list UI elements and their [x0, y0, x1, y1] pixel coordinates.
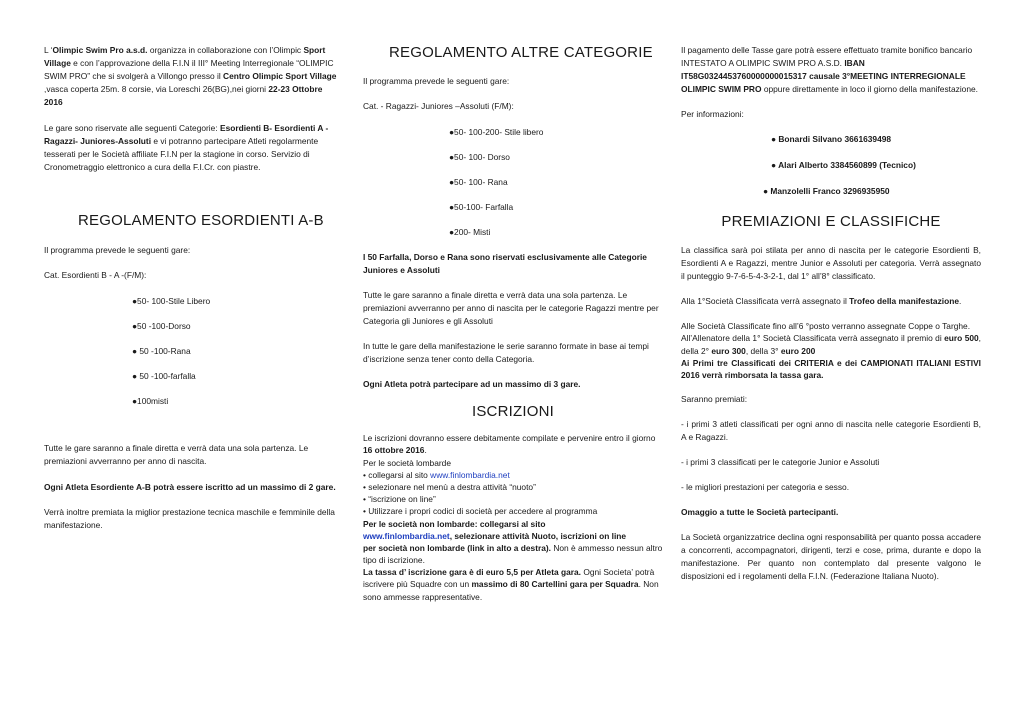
heading-regolamento-altre: REGOLAMENTO ALTRE CATEGORIE [389, 44, 653, 61]
heading-iscrizioni: ISCRIZIONI [471, 403, 554, 421]
event-item: ●50 -100-Dorso [132, 321, 191, 332]
finals-text: Tutte le gare saranno a finale diretta e verrà data una sola partenza. Le premiazioni avverranno per anno di nascita per le categorie Ragazzi mentre per Categoria gli Juniores e gli Assoluti [363, 290, 659, 327]
event-item: ●100misti [132, 396, 169, 407]
award-item: - i primi 3 classificati per le categorie Junior e Assoluti [681, 457, 880, 468]
finals-text: Tutte le gare saranno a finale diretta e verrà data una sola partenza. Le premiazioni avverranno per anno di nascita. [44, 443, 309, 467]
fee-text: La tassa d’ iscrizione gara è di euro 5,5 per Atleta gara. Ogni Societa’ potrà iscrivere più Squadre con un massimo di 80 Cartellini gara per Squadra. Non sono ammesse rappresentative. [363, 567, 659, 602]
events-list [363, 126, 663, 239]
awarded-label: Saranno premiati: [681, 394, 748, 405]
award-text: Verrà inoltre premiata la miglior prestazione tecnica maschile e femminile della manifestazione. [44, 507, 335, 531]
column-esordienti [44, 44, 339, 532]
non-lombard-note: per società non lombarde (link in alto a destra). Non è ammesso nessun altro tipo di iscrizione. [363, 542, 663, 566]
criteria-text: Ai Primi tre Classificati dei CRITERIA e dei CAMPIONATI ITALIANI ESTIVI 2016 verrà rimborsata la tassa gara. [681, 357, 981, 380]
category-label: Cat. Esordienti B - A -(F/M): [44, 270, 147, 281]
step-item: • “iscrizione on line” [363, 494, 436, 505]
award-item: - i primi 3 atleti classificati per ogni anno di nascita nelle categorie Esordienti B, A e Ragazzi. [681, 419, 981, 443]
deadline-text: Le iscrizioni dovranno essere debitamente compilate e pervenire entro il giorno 16 ottobre 2016. [363, 433, 656, 456]
event-item: ●200- Misti [449, 227, 491, 238]
finlombardia-link[interactable]: www.finlombardia.net [363, 530, 450, 541]
program-intro: Il programma prevede le seguenti gare: [363, 76, 510, 86]
tribute-text: Omaggio a tutte le Società partecipanti. [681, 507, 839, 518]
coach-prize-text: All’Allenatore della 1° Società Classificata verrà assegnato il premio di euro 500, della 2° euro 300, della 3° euro 200 [681, 333, 981, 356]
payment-paragraph: Il pagamento delle Tasse gare potrà essere effettuato tramite bonifico bancario INTESTATO A OLIMPIC SWIM PRO A.S.D. IBAN IT58G0324453760000000015317 causale 3°MEETING INTERREGIONALE OLIMPIC SWIM PRO oppure direttamente in loco il giorno della manifestazione. [681, 45, 978, 95]
series-text: In tutte le gare della manifestazione le serie saranno formate in base ai tempi d’iscrizione senza tener conto della Categoria. [363, 341, 649, 365]
lombard-label: Per le società lombarde [363, 457, 451, 468]
events-list [44, 295, 339, 408]
contact-item: ● Alari Alberto 3384560899 (Tecnico) [771, 160, 916, 171]
event-item: ● 50 -100-farfalla [132, 371, 196, 382]
event-item: ●50- 100-200- Stile libero [449, 127, 544, 138]
event-item: ●50-100- Farfalla [449, 202, 514, 213]
info-label: Per informazioni: [681, 109, 744, 120]
max-races-text: Ogni Atleta potrà partecipare ad un massimo di 3 gare. [363, 379, 581, 390]
cups-text: Alle Società Classificate fino all’6 °posto verranno assegnate Coppe o Targhe. [681, 321, 971, 332]
step-item: • selezionare nel menù a destra attività “nuoto” [363, 481, 536, 492]
iscrizioni-block [363, 432, 663, 603]
event-item: ●50- 100- Dorso [449, 152, 510, 163]
non-lombard-label: Per le società non lombarde: collegarsi al sito [363, 518, 546, 529]
program-intro: Il programma prevede le seguenti gare: [44, 245, 191, 256]
heading-premiazioni: PREMIAZIONI E CLASSIFICHE [721, 213, 941, 231]
step-item: • Utilizzare i propri codici di società per accedere al programma [363, 506, 598, 517]
event-item: ● 50 -100-Rana [132, 346, 191, 357]
first-society-text: Alla 1°Società Classificata verrà assegnato il Trofeo della manifestazione. [681, 296, 962, 307]
column-altre-categorie [363, 44, 663, 603]
award-item: - le migliori prestazioni per categoria e sesso. [681, 482, 850, 493]
intro-paragraph: L ‘Olimpic Swim Pro a.s.d. organizza in collaborazione con l’Olimpic Sport Village e con l’approvazione della F.I.N il III° Meeting Interregionale “OLIMPIC SWIM PRO” che si svolgerà a Villongo presso il Centro Olimpic Sport Village ,vasca coperta 25m. 8 corsie, via Loreschi 26(BG),nei giorni 22-23 Ottobre 2016 [44, 45, 337, 108]
column-premiazioni [681, 44, 981, 583]
step-item: • collegarsi al sito www.finlombardia.net [363, 469, 510, 480]
non-lombard-text: www.finlombardia.net, selezionare attività Nuoto, iscrizioni on line [363, 530, 627, 541]
contacts-list [681, 133, 981, 198]
heading-regolamento-esordienti: REGOLAMENTO ESORDIENTI A-B [78, 212, 324, 230]
contact-item: ● Bonardi Silvano 3661639498 [771, 134, 892, 145]
max-races-text: Ogni Atleta Esordiente A-B potrà essere iscritto ad un massimo di 2 gare. [44, 482, 336, 493]
ranking-text: La classifica sarà poi stilata per anno di nascita per le categorie Esordienti B, Esordienti A e Ragazzi, mentre Junior e Assoluti per categoria. Verrà assegnato il punteggio 9-7-6-5-4-3-2-1, dal 1° all’8° classificato. [681, 245, 981, 282]
disclaimer-text: La Società organizzatrice declina ogni responsabilità per quanto possa accadere a concorrenti, accompagnatori, dirigenti, terzi e cose, prima, durante e dopo la manifestazione. Per quanto non contemplato dal presente valgono le disposizioni ed i regolamenti della F.I.N. (Federazione Italiana Nuoto). [681, 532, 981, 582]
contact-item: ● Manzolelli Franco 3296935950 [763, 186, 890, 197]
categories-paragraph: Le gare sono riservate alle seguenti Categorie: Esordienti B- Esordienti A - Ragazzi- Juniores-Assoluti e vi potranno partecipare Atleti regolarmente tesserati per le Società affiliate F.I.N per la stagione in corso. Servizio di Cronometraggio elettronico a cura della F.I.Cr. con piastre. [44, 123, 329, 173]
event-item: ●50- 100-Stile Libero [132, 296, 211, 307]
finlombardia-link[interactable]: www.finlombardia.net [430, 469, 510, 480]
category-label: Cat. - Ragazzi- Juniores –Assoluti (F/M): [363, 101, 514, 112]
reserved-text: I 50 Farfalla, Dorso e Rana sono riservati esclusivamente alle Categorie Juniores e Assoluti [363, 252, 647, 276]
event-item: ●50- 100- Rana [449, 177, 508, 188]
